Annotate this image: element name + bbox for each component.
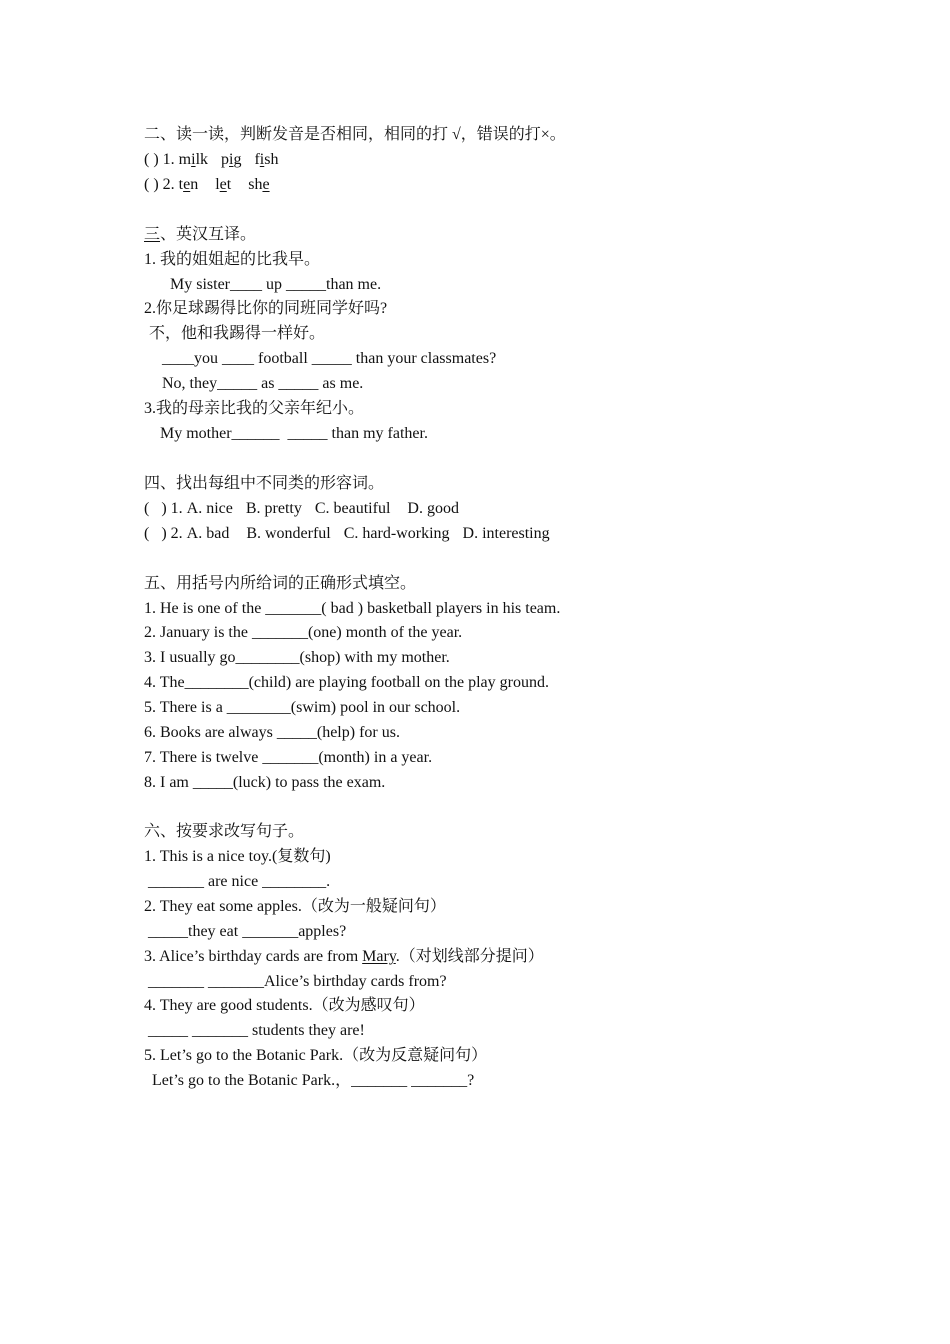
section-2-heading: 二、读一读，判断发音是否相同，相同的打 √，错误的打×。 [144, 126, 566, 143]
section-3-line: 2.你足球踢得比你的同班同学好吗? [144, 300, 388, 317]
rewrite-question: 1. This is a nice toy.(复数句) [144, 848, 331, 865]
option-b: B. wonderful [246, 525, 331, 542]
rewrite-answer: _____they eat _______apples? [148, 923, 347, 940]
fill-in-item: 6. Books are always _____(help) for us. [144, 724, 400, 741]
section-3-line: No, they_____ as _____ as me. [162, 375, 364, 392]
section-3-heading: 三、英汉互译。 [144, 226, 257, 243]
option-a: A. bad [186, 525, 230, 542]
rewrite-answer: Let’s go to the Botanic Park.，_______ _______? [152, 1072, 475, 1089]
option-a: A. nice [186, 500, 233, 517]
fill-in-item: 5. There is a ________(swim) pool in our school. [144, 699, 461, 716]
fill-in-item: 7. There is twelve _______(month) in a year. [144, 749, 433, 766]
option-b: B. pretty [245, 500, 302, 517]
question-number: ( ) 1. [144, 151, 179, 168]
option-d: D. good [407, 500, 459, 517]
word-milk: milk [178, 151, 209, 168]
section-3-line: My mother______ _____ than my father. [160, 425, 428, 442]
option-d: D. interesting [462, 525, 550, 542]
question-number: ( ) 2. [144, 176, 179, 193]
fill-in-item: 8. I am _____(luck) to pass the exam. [144, 774, 386, 791]
section-3-line: 3.我的母亲比我的父亲年纪小。 [144, 400, 365, 417]
question-number: ( ) 2. [144, 525, 183, 542]
fill-in-item: 4. The________(child) are playing football on the play ground. [144, 674, 549, 691]
section-6-heading: 六、按要求改写句子。 [144, 823, 305, 840]
section-2-question-1 [144, 149, 278, 171]
rewrite-answer: _____ _______ students they are! [148, 1022, 365, 1039]
section-3-line: 不，他和我踢得一样好。 [149, 325, 326, 342]
word-fish: fish [254, 151, 279, 168]
word-let: let [215, 176, 232, 193]
word-she: she [248, 176, 270, 193]
fill-in-item: 3. I usually go________(shop) with my mother. [144, 649, 450, 666]
section-4-question-2 [144, 523, 550, 545]
section-4-question-1 [144, 498, 459, 520]
option-c: C. beautiful [314, 500, 391, 517]
rewrite-question: 4. They are good students.（改为感叹句） [144, 997, 425, 1014]
fill-in-item: 1. He is one of the _______( bad ) basketball players in his team. [144, 600, 561, 617]
section-5-heading: 五、用括号内所给词的正确形式填空。 [144, 575, 417, 592]
word-ten: ten [178, 176, 199, 193]
question-number: ( ) 1. [144, 500, 183, 517]
word-pig: pig [221, 151, 242, 168]
section-3-line: My sister____ up _____than me. [170, 276, 382, 293]
option-c: C. hard-working [343, 525, 450, 542]
section-3-line: 1. 我的姐姐起的比我早。 [144, 251, 321, 268]
rewrite-question: 3. Alice’s birthday cards are from Mary.（对划线部分提问） [144, 948, 544, 965]
underlined-word: Mary [362, 948, 396, 965]
section-3-line: ____you ____ football _____ than your classmates? [162, 350, 497, 367]
rewrite-question: 5. Let’s go to the Botanic Park.（改为反意疑问句） [144, 1047, 488, 1064]
rewrite-answer: _______ are nice ________. [148, 873, 331, 890]
section-4-heading: 四、找出每组中不同类的形容词。 [144, 475, 385, 492]
rewrite-answer: _______ _______Alice’s birthday cards from? [148, 973, 447, 990]
section-2-question-2 [144, 174, 270, 196]
fill-in-item: 2. January is the _______(one) month of the year. [144, 624, 463, 641]
rewrite-question: 2. They eat some apples.（改为一般疑问句） [144, 898, 446, 915]
